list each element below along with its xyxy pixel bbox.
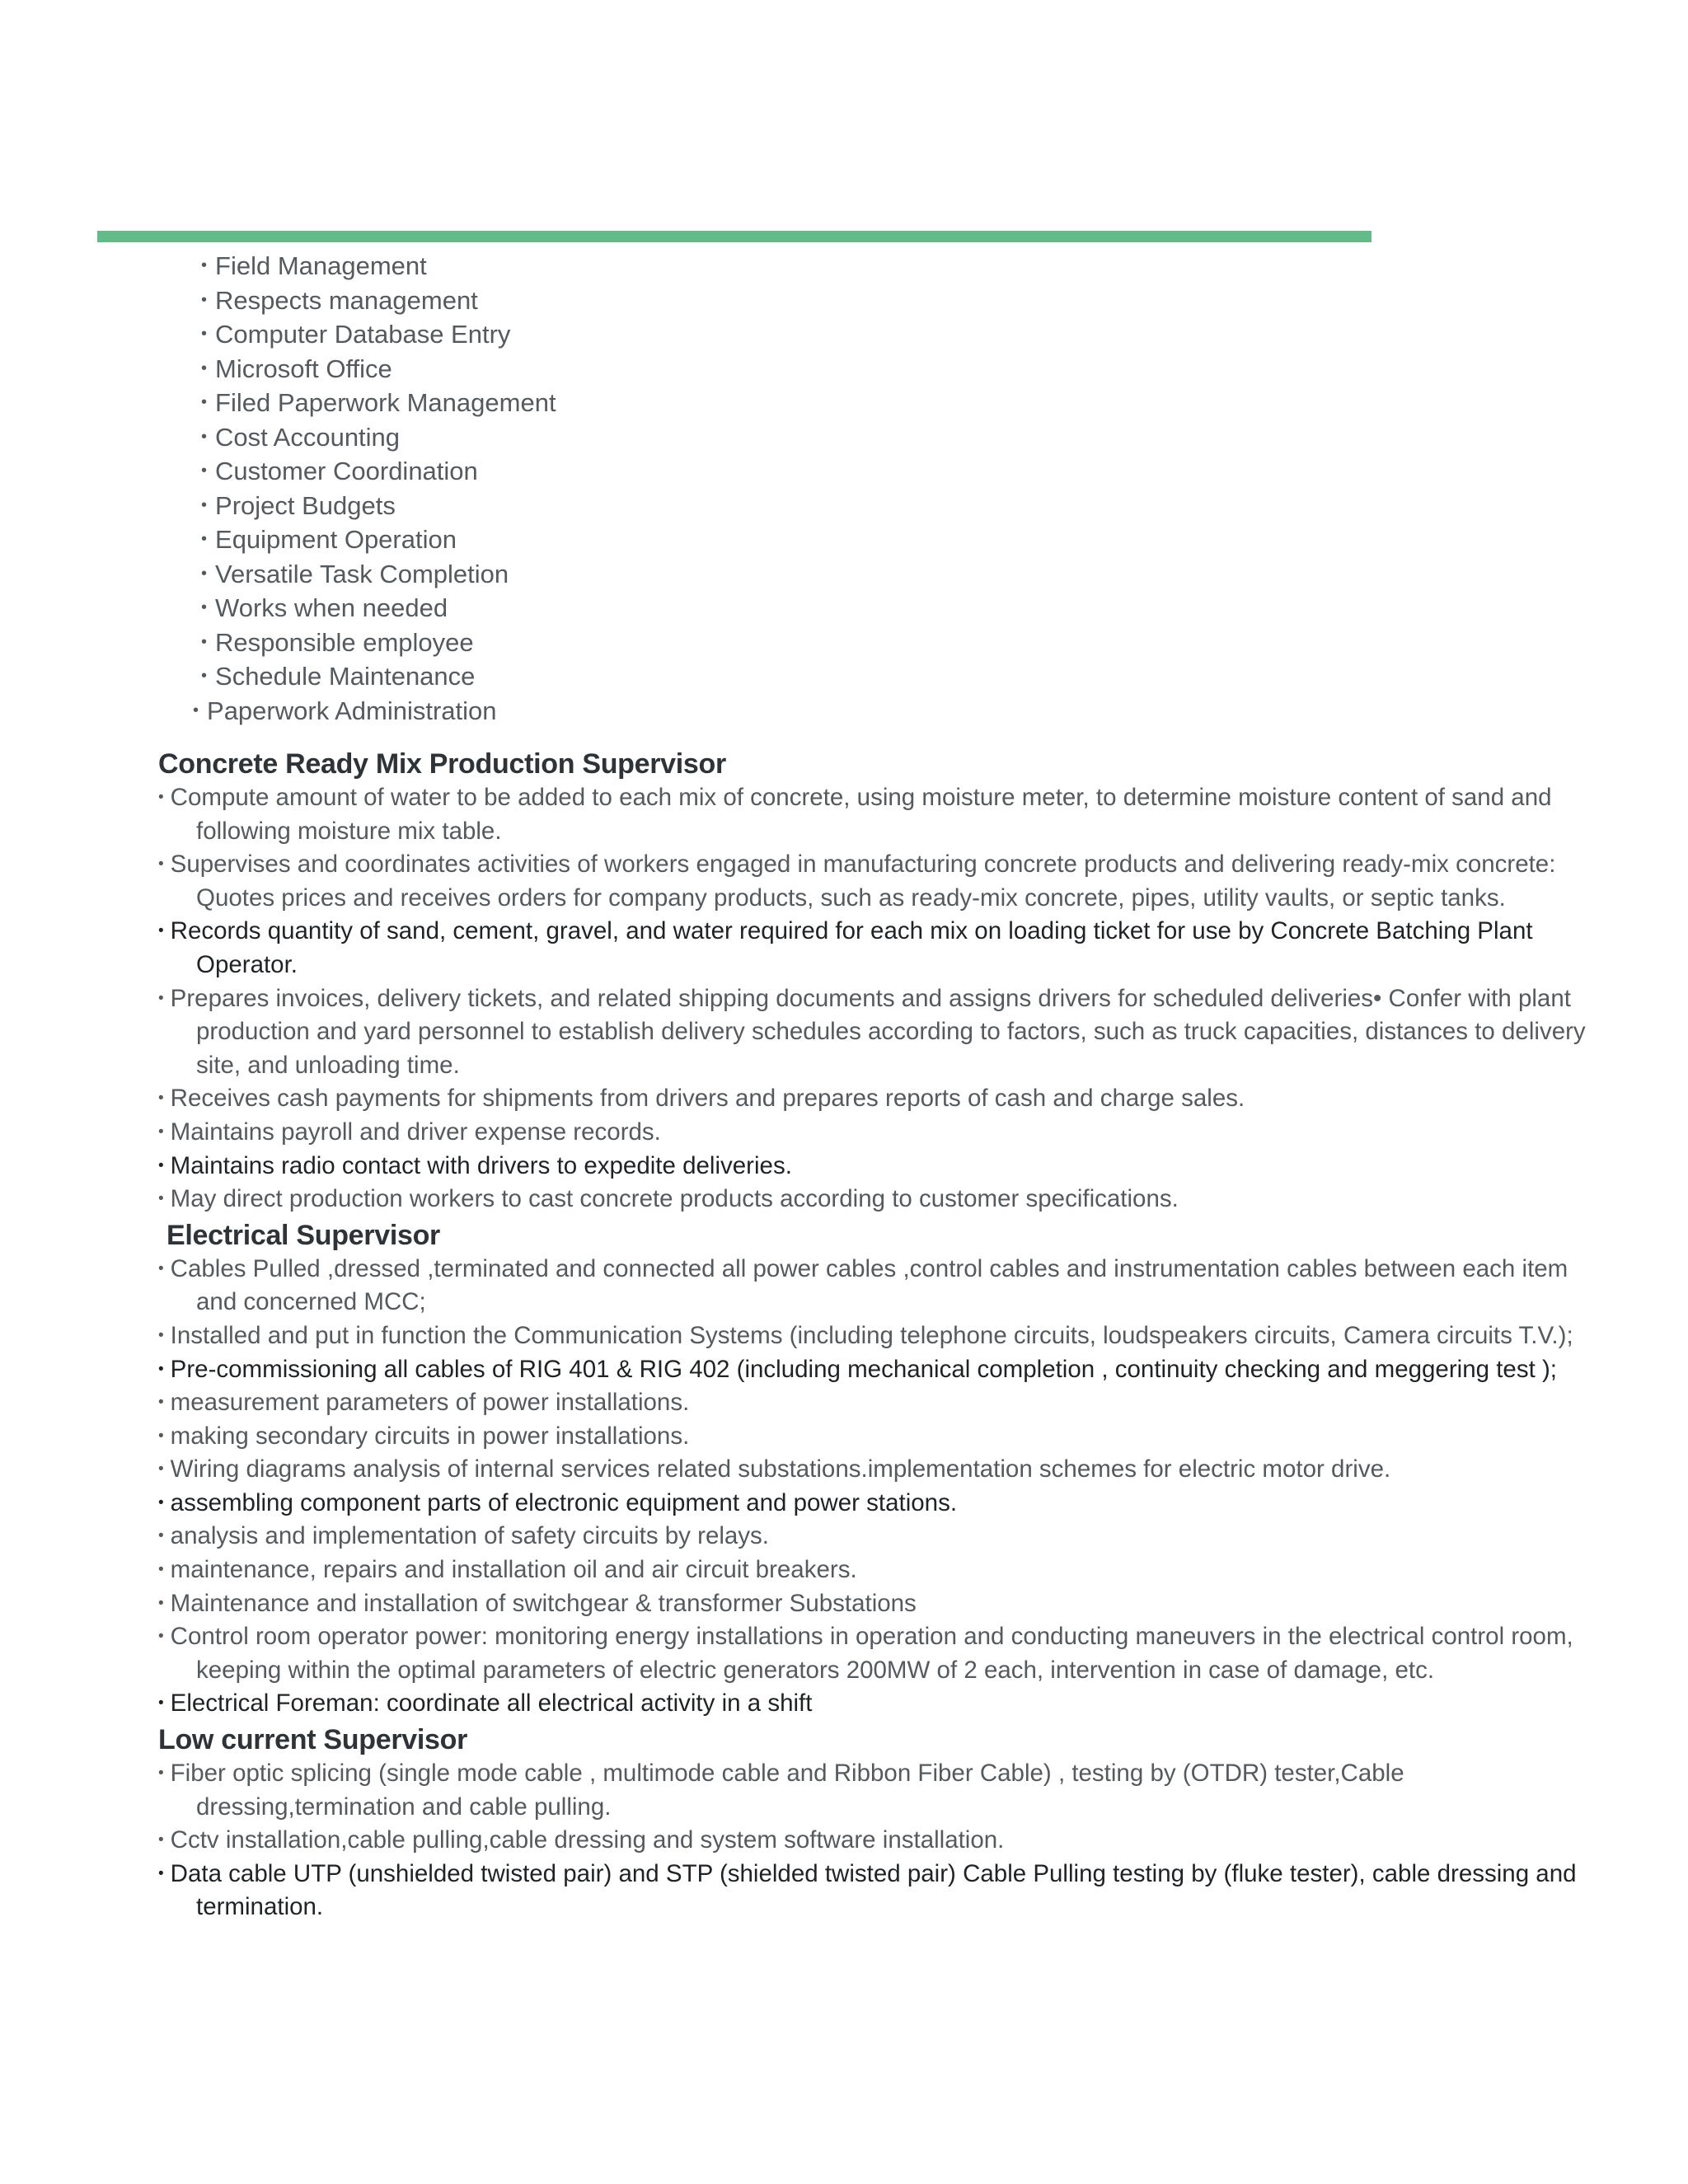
bullet-icon: • (201, 325, 208, 343)
bullet-icon: • (158, 1864, 164, 1882)
skill-label: Project Budgets (215, 490, 396, 520)
skill-label: Microsoft Office (215, 354, 392, 383)
bullet-icon: • (158, 1190, 164, 1208)
duty-text: Cables Pulled ,dressed ,terminated and connected all power cables ,control cables and instrumentation cables between each item and concerned MCC; (170, 1254, 1568, 1316)
bullet-icon: • (158, 1561, 164, 1579)
skill-item (201, 386, 556, 420)
skill-item (201, 489, 556, 523)
bullet-icon: • (201, 462, 208, 480)
bullet-icon: • (201, 427, 208, 446)
skill-item (201, 523, 556, 557)
duty-text: Records quantity of sand, cement, gravel, and water required for each mix on loading ticket for use by Concrete Batching Plant Operator. (170, 917, 1533, 978)
duty-text: Control room operator power: monitoring energy installations in operation and conducting maneuvers in the electrical control room, keeping within the optimal parameters of electric generators 200MW of 2 each, intervention in case of damage, etc. (170, 1623, 1573, 1684)
skill-item (201, 454, 556, 489)
experience-content (158, 747, 1592, 1924)
duty-item (158, 1587, 1592, 1621)
bullet-icon: • (158, 1527, 164, 1545)
duty-text: Prepares invoices, delivery tickets, and related shipping documents and assigns drivers for scheduled deliveries• Confer with plant production and yard personnel to establish delivery schedules according to factors, such as truck capacities, distances to delivery site, and unloading time. (170, 984, 1586, 1079)
bullet-icon: • (158, 989, 164, 1007)
duty-item (158, 1453, 1592, 1487)
skill-label: Versatile Task Completion (215, 559, 509, 588)
duty-item (158, 1620, 1592, 1687)
bullet-icon: • (158, 1594, 164, 1612)
duty-text: Pre-commissioning all cables of RIG 401 & RIG 402 (including mechanical completion , continuity checking and meggering test ); (170, 1355, 1557, 1383)
duty-text: assembling component parts of electronic equipment and power stations. (170, 1488, 958, 1516)
section-electrical-supervisor (158, 1218, 1592, 1721)
skill-label: Cost Accounting (215, 422, 401, 452)
bullet-icon: • (158, 1122, 164, 1141)
skill-item (201, 591, 556, 626)
section-low-current-supervisor (158, 1722, 1592, 1924)
skill-label: Respects management (215, 285, 478, 315)
skill-item (201, 284, 556, 318)
section-concrete-supervisor (158, 747, 1592, 1216)
bullet-icon: • (201, 495, 208, 514)
duty-text: Receives cash payments for shipments from drivers and prepares reports of cash and charge sales. (170, 1085, 1245, 1113)
duty-item (158, 915, 1592, 982)
skill-label: Field Management (215, 251, 427, 280)
duty-item (158, 1420, 1592, 1454)
duty-item (158, 781, 1592, 848)
bullet-icon: • (158, 1765, 164, 1783)
duty-text: measurement parameters of power installations. (170, 1389, 690, 1417)
duty-list (158, 1757, 1592, 1924)
skill-item (201, 249, 556, 284)
duty-text: Compute amount of water to be added to each mix of concrete, using moisture meter, to determine moisture content of sand and following moisture mix table. (170, 784, 1552, 845)
section-title: Electrical Supervisor (166, 1219, 440, 1251)
duty-item (158, 1386, 1592, 1420)
duty-text: analysis and implementation of safety circuits by relays. (170, 1522, 770, 1550)
skill-label: Works when needed (215, 593, 448, 622)
bullet-icon: • (201, 393, 208, 411)
duty-item (158, 1353, 1592, 1387)
bullet-icon: • (158, 1326, 164, 1344)
duty-item (158, 1824, 1592, 1858)
skill-label: Responsible employee (215, 627, 474, 657)
bullet-icon: • (201, 290, 208, 309)
bullet-icon: • (158, 789, 164, 806)
duty-item (158, 1858, 1592, 1924)
duty-text: Wiring diagrams analysis of internal services related substations.implementation schemes for electric motor drive. (170, 1455, 1391, 1483)
skill-item (201, 626, 556, 660)
bullet-icon: • (201, 530, 208, 548)
bullet-icon: • (193, 701, 199, 719)
skill-item (201, 352, 556, 387)
duty-text: Maintains payroll and driver expense records. (170, 1118, 661, 1146)
duty-text: maintenance, repairs and installation oil and air circuit breakers. (170, 1556, 857, 1584)
skill-item (193, 694, 556, 729)
duty-item (158, 1757, 1592, 1824)
duty-text: Installed and put in function the Communication Systems (including telephone circuits, loudspeakers circuits, Camera circuits T.V.); (170, 1321, 1573, 1349)
duty-list (158, 781, 1592, 1216)
skill-label: Customer Coordination (215, 457, 478, 485)
skill-label: Equipment Operation (215, 525, 457, 554)
duty-text: Maintains radio contact with drivers to expedite deliveries. (170, 1151, 792, 1179)
bullet-icon: • (201, 598, 208, 616)
duty-text: Data cable UTP (unshielded twisted pair) and STP (shielded twisted pair) Cable Pulling testing by (fluke tester), cable dressing and termination. (170, 1859, 1577, 1921)
section-title: Concrete Ready Mix Production Supervisor (158, 748, 726, 780)
duty-item (158, 1116, 1592, 1150)
duty-text: Maintenance and installation of switchgear & transformer Substations (170, 1589, 917, 1617)
header-accent-rule (97, 231, 1372, 242)
bullet-icon: • (158, 1694, 164, 1713)
duty-list (158, 1253, 1592, 1721)
duty-text: Fiber optic splicing (single mode cable , multimode cable and Ribbon Fiber Cable) , testing by (OTDR) tester,Cable dressing,termination and cable pulling. (170, 1760, 1404, 1821)
bullet-icon: • (201, 564, 208, 583)
skills-list (193, 249, 556, 728)
bullet-icon: • (158, 1090, 164, 1108)
bullet-icon: • (158, 855, 164, 874)
skill-label: Computer Database Entry (215, 320, 511, 349)
section-title: Low current Supervisor (158, 1724, 468, 1756)
bullet-icon: • (158, 1427, 164, 1445)
bullet-icon: • (158, 1460, 164, 1479)
duty-item (158, 1520, 1592, 1554)
bullet-icon: • (158, 1360, 164, 1378)
skill-item (201, 659, 556, 694)
bullet-icon: • (158, 922, 164, 940)
duty-item (158, 1554, 1592, 1587)
skill-label: Schedule Maintenance (215, 662, 476, 691)
skill-item (201, 317, 556, 352)
duty-item (158, 1253, 1592, 1319)
duty-item (158, 1687, 1592, 1721)
duty-item (158, 982, 1592, 1083)
duty-text: making secondary circuits in power installations. (170, 1422, 690, 1450)
skill-label: Filed Paperwork Management (215, 388, 556, 417)
bullet-icon: • (201, 632, 208, 651)
duty-item (158, 1183, 1592, 1216)
bullet-icon: • (158, 1156, 164, 1174)
duty-text: Cctv installation,cable pulling,cable dressing and system software installation. (170, 1826, 1005, 1854)
duty-item (158, 1487, 1592, 1521)
bullet-icon: • (158, 1394, 164, 1412)
duty-text: Supervises and coordinates activities of workers engaged in manufacturing concrete products and delivering ready-mix concrete: Quotes prices and receives orders for company products, such as ready-mix concrete, pipes, utility vaults, or septic tanks. (170, 851, 1556, 912)
duty-item (158, 1150, 1592, 1183)
duty-item (158, 848, 1592, 915)
duty-item (158, 1082, 1592, 1116)
bullet-icon: • (201, 256, 208, 274)
bullet-icon: • (201, 667, 208, 685)
skill-item (201, 420, 556, 455)
duty-text: May direct production workers to cast concrete products according to customer specifications. (170, 1185, 1179, 1213)
skill-item (201, 557, 556, 592)
bullet-icon: • (158, 1259, 164, 1277)
skill-label: Paperwork Administration (207, 696, 497, 725)
bullet-icon: • (158, 1831, 164, 1849)
bullet-icon: • (201, 359, 208, 377)
bullet-icon: • (158, 1493, 164, 1511)
duty-text: Electrical Foreman: coordinate all electrical activity in a shift (170, 1690, 813, 1718)
duty-item (158, 1319, 1592, 1353)
bullet-icon: • (158, 1628, 164, 1646)
